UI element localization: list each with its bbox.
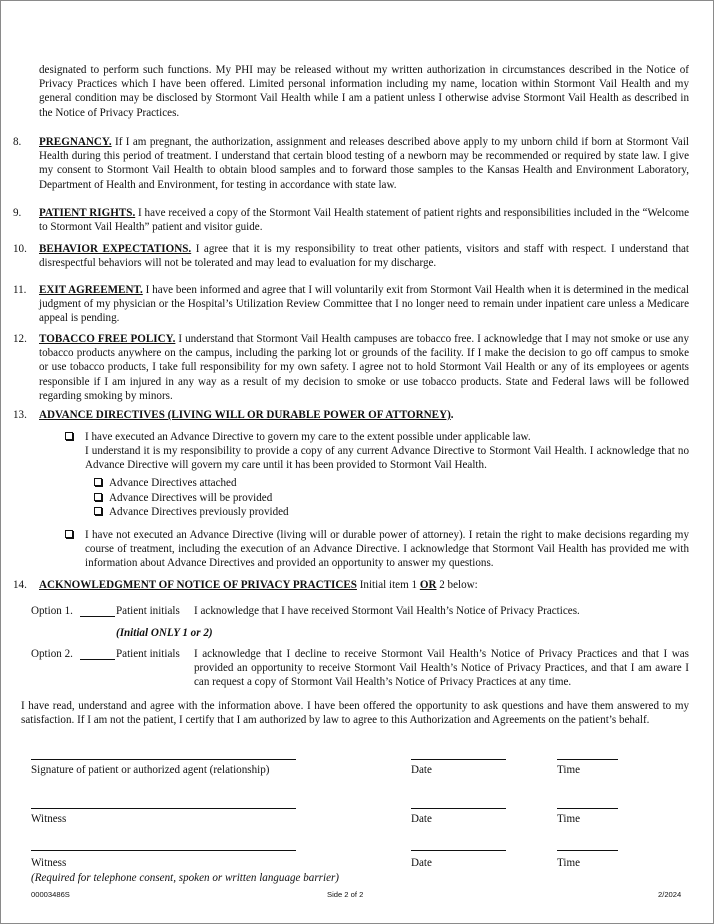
section-12-number: 12. [13,333,27,345]
option-2-initials-label: Patient initials [116,648,180,660]
witness-1-label: Witness [31,813,67,825]
checkbox-icon[interactable] [65,530,73,538]
signature-line[interactable] [31,759,296,760]
signature-date-label: Date [411,764,432,776]
ad-sub-will-provide[interactable]: Advance Directives will be provided [94,491,272,505]
section-12-tobacco [39,332,689,403]
option-2-initials-line[interactable] [80,659,115,660]
section-14-privacy: ACKNOWLEDGMENT OF NOTICE OF PRIVACY PRACTICES Initial item 1 OR 2 below: [39,579,478,591]
section-8-pregnancy [39,135,689,192]
section-11-exit [39,283,689,326]
witness-2-time-line[interactable] [557,850,618,851]
ad-not-executed-checkbox[interactable] [65,528,80,542]
ad-executed-checkbox[interactable] [65,430,80,444]
signature-time-line[interactable] [557,759,618,760]
section-9-heading: PATIENT RIGHTS. [39,207,136,219]
section-8-text: If I am pregnant, the authorization, assignment and releases described above apply to my unborn child if born at Stormont Vail Health during this period of treatment. I understand that certain blood testing of a newborn may be recommended or required by state law. I give my consent to Stormont Vail Health to obtain blood samples and to forward those samples to the Kansas Health and Environment Laboratory, Department of Health and Environment, for testing in accordance with state law. [39,136,689,191]
section-14-number: 14. [13,579,27,591]
checkbox-icon[interactable] [94,507,102,515]
checkbox-icon[interactable] [65,432,73,440]
ad-executed-text: I understand it is my responsibility to provide a copy of any current Advance Directive to Stormont Vail Health. I acknowledge that no Advance Directive will govern my care until it has been provided to Stormont Vail Health. [85,445,689,472]
section-9-text: I have received a copy of the Stormont Vail Health statement of patient rights and responsibilities included in the “Welcome to Stormont Vail Health” patient and visitor guide. [39,207,689,234]
section-13-advance-directives: ADVANCE DIRECTIVES (LIVING WILL OR DURABLE POWER OF ATTORNEY). [39,409,454,421]
option-2-label: Option 2. [31,648,73,660]
section-11-text: I have been informed and agree that I will voluntarily exit from Stormont Vail Health when it is determined in the medical judgment of my physician or the Hospital’s Utilization Review Committee that I no longer need to remain under inpatient care unless a Medicare appeal is pending. [39,284,689,325]
option-2-text: I acknowledge that I decline to receive Stormont Vail Health’s Notice of Privacy Practices and that I was provided an opportunity to receive Stormont Vail Health’s Notice of Privacy Practices, and that I am aware I can request a copy of Stormont Vail Health’s Notice of Privacy Practices at any time. [194,648,689,689]
witness-1-time-line[interactable] [557,808,618,809]
section-10-text: I agree that it is my responsibility to treat other patients, visitors and staff with respect. I understand that disrespectful behaviors will not be tolerated and may lead to evaluation for my discharge. [39,243,690,270]
ad-executed-label: I have executed an Advance Directive to govern my care to the extent possible under applicable law. [85,431,531,443]
section-8-heading: PREGNANCY. [39,136,112,148]
telephone-consent-note: (Required for telephone consent, spoken or written language barrier) [31,872,340,884]
section-11-number: 11. [13,284,27,296]
form-id: 00003486S [31,890,70,899]
section-9-patient-rights [39,206,689,234]
section-13-heading: ADVANCE DIRECTIVES (LIVING WILL OR DURABLE POWER OF ATTORNEY) [39,409,451,421]
ad-not-executed-text: I have not executed an Advance Directive (living will or durable power of attorney). I retain the right to make decisions regarding my course of treatment, including the execution of an Advance Directive. I acknowledge that Stormont Vail Health has provided me with information about Advance Directives and provided an opportunity to answer my questions. [85,529,689,570]
intro-paragraph: designated to perform such functions. My PHI may be released without my written authorization in circumstances described in the Notice of Privacy Practices which I have been offered. Limited personal information including my name, location within Stormont Vail Health and my general condition may be disclosed by Stormont Vail Health while I am a patient unless I otherwise advise Stormont Vail Health as described in the Notice of Privacy Practices. [39,64,689,119]
section-10-number: 10. [13,243,27,255]
section-8-number: 8. [13,136,22,148]
signature-label: Signature of patient or authorized agent (relationship) [31,764,270,776]
option-1-label: Option 1. [31,605,73,617]
checkbox-icon[interactable] [94,493,102,501]
option-1-text: I acknowledge that I have received Stormont Vail Health’s Notice of Privacy Practices. [194,605,580,617]
section-12-text: I understand that Stormont Vail Health campuses are tobacco free. I acknowledge that I may not smoke or use any tobacco products anywhere on the campus, including the parking lot or grounds of the facility. If I make the decision to go off campus to smoke or use tobacco products, I take full responsibility for my own safety. I agree not to hold Stormont Vail Health or any of its employees or agents responsible if I am injured in any way as a result of my decision to smoke or use tobacco products. State and Federal laws will be followed regarding smoking by minors. [39,333,689,402]
closing-paragraph: I have read, understand and agree with the information above. I have been offered the opportunity to ask questions and have them answered to my satisfaction. If I am not the patient, I certify that I am authorized by law to agree to this Authorization and Agreements on the patient’s behalf. [21,700,689,727]
witness-2-date-line[interactable] [411,850,506,851]
witness-1-date-label: Date [411,813,432,825]
section-10-behavior [39,242,689,270]
section-11-heading: EXIT AGREEMENT. [39,284,143,296]
section-14-heading: ACKNOWLEDGMENT OF NOTICE OF PRIVACY PRACTICES [39,579,357,591]
witness-2-line[interactable] [31,850,296,851]
witness-1-time-label: Time [557,813,581,825]
section-12-heading: TOBACCO FREE POLICY. [39,333,176,345]
ad-sub-attached[interactable]: Advance Directives attached [94,476,237,490]
signature-time-label: Time [557,764,581,776]
page-side: Side 2 of 2 [327,890,364,899]
witness-2-label: Witness [31,857,67,869]
section-10-heading: BEHAVIOR EXPECTATIONS. [39,243,192,255]
witness-1-line[interactable] [31,808,296,809]
checkbox-icon[interactable] [94,478,102,486]
initial-only-note: (Initial ONLY 1 or 2) [116,627,213,639]
witness-2-date-label: Date [411,857,432,869]
revision-date: 2/2024 [658,890,682,899]
option-1-initials-line[interactable] [80,616,115,617]
option-1-initials-label: Patient initials [116,605,180,617]
witness-2-time-label: Time [557,857,581,869]
witness-1-date-line[interactable] [411,808,506,809]
signature-date-line[interactable] [411,759,506,760]
section-13-number: 13. [13,409,27,421]
ad-sub-previously[interactable]: Advance Directives previously provided [94,505,289,519]
section-9-number: 9. [13,207,22,219]
